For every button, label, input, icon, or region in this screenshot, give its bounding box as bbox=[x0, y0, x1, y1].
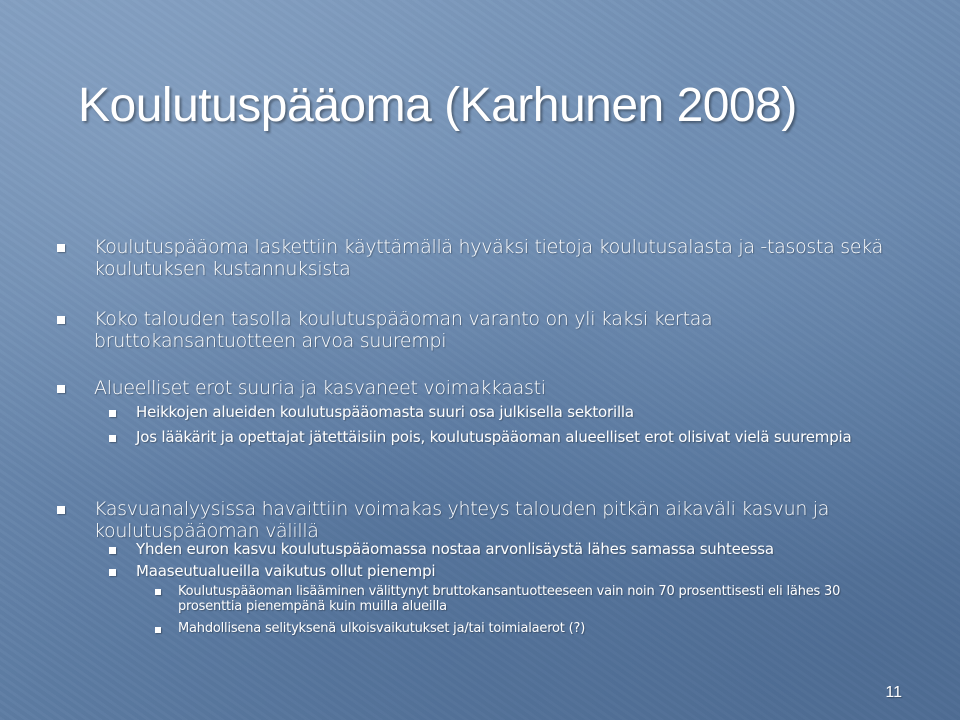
bullet-3-text: Alueelliset erot suuria ja kasvaneet voimakkaasti bbox=[94, 377, 546, 399]
bullet-4-sub-1-text: Yhden euron kasvu koulutuspääomassa nostaa arvonlisäystä lähes samassa suhteessa bbox=[136, 540, 774, 558]
page-number: 11 bbox=[885, 684, 902, 701]
square-bullet-icon bbox=[109, 435, 116, 442]
square-bullet-icon bbox=[109, 547, 116, 554]
bullet-4-sub-2-text: Maaseutualueilla vaikutus ollut pienempi bbox=[136, 562, 436, 580]
bullet-4-text: Kasvuanalyysissa havaittiin voimakas yhteys talouden pitkän aikaväli kasvun ja koulutuspääoman välillä bbox=[94, 498, 830, 542]
bullet-3-sub-1-text: Heikkojen alueiden koulutuspääomasta suuri osa julkisella sektorilla bbox=[136, 403, 634, 421]
bullet-2-text: Koko talouden tasolla koulutuspääoman varanto on yli kaksi kertaa bruttokansantuotteen arvoa suurempi bbox=[94, 308, 713, 352]
bullet-4-subsub-1-text: Koulutuspääoman lisääminen välittynyt bruttokansantuotteeseen vain noin 70 prosenttisesti eli lähes 30 prosenttia pienempänä kuin muilla alueilla bbox=[178, 584, 841, 614]
bullet-1-text: Koulutuspääoma laskettiin käyttämällä hyväksi tietoja koulutusalasta ja -tasosta sekä koulutuksen kustannuksista bbox=[94, 236, 883, 280]
square-bullet-icon bbox=[155, 627, 161, 633]
square-bullet-icon bbox=[57, 506, 65, 514]
bullet-3-sub-2-text: Jos lääkärit ja opettajat jätettäisiin pois, koulutuspääoman alueelliset erot olisivat vielä suurempia bbox=[136, 428, 852, 446]
square-bullet-icon bbox=[57, 316, 65, 324]
square-bullet-icon bbox=[57, 385, 65, 393]
square-bullet-icon bbox=[57, 244, 65, 252]
slide-title: Koulutuspääoma (Karhunen 2008) bbox=[78, 79, 797, 132]
square-bullet-icon bbox=[109, 569, 116, 576]
bullet-4-subsub-2-text: Mahdollisena selityksenä ulkoisvaikutukset ja/tai toimialaerot (?) bbox=[178, 621, 586, 636]
square-bullet-icon bbox=[155, 589, 161, 595]
square-bullet-icon bbox=[109, 410, 116, 417]
